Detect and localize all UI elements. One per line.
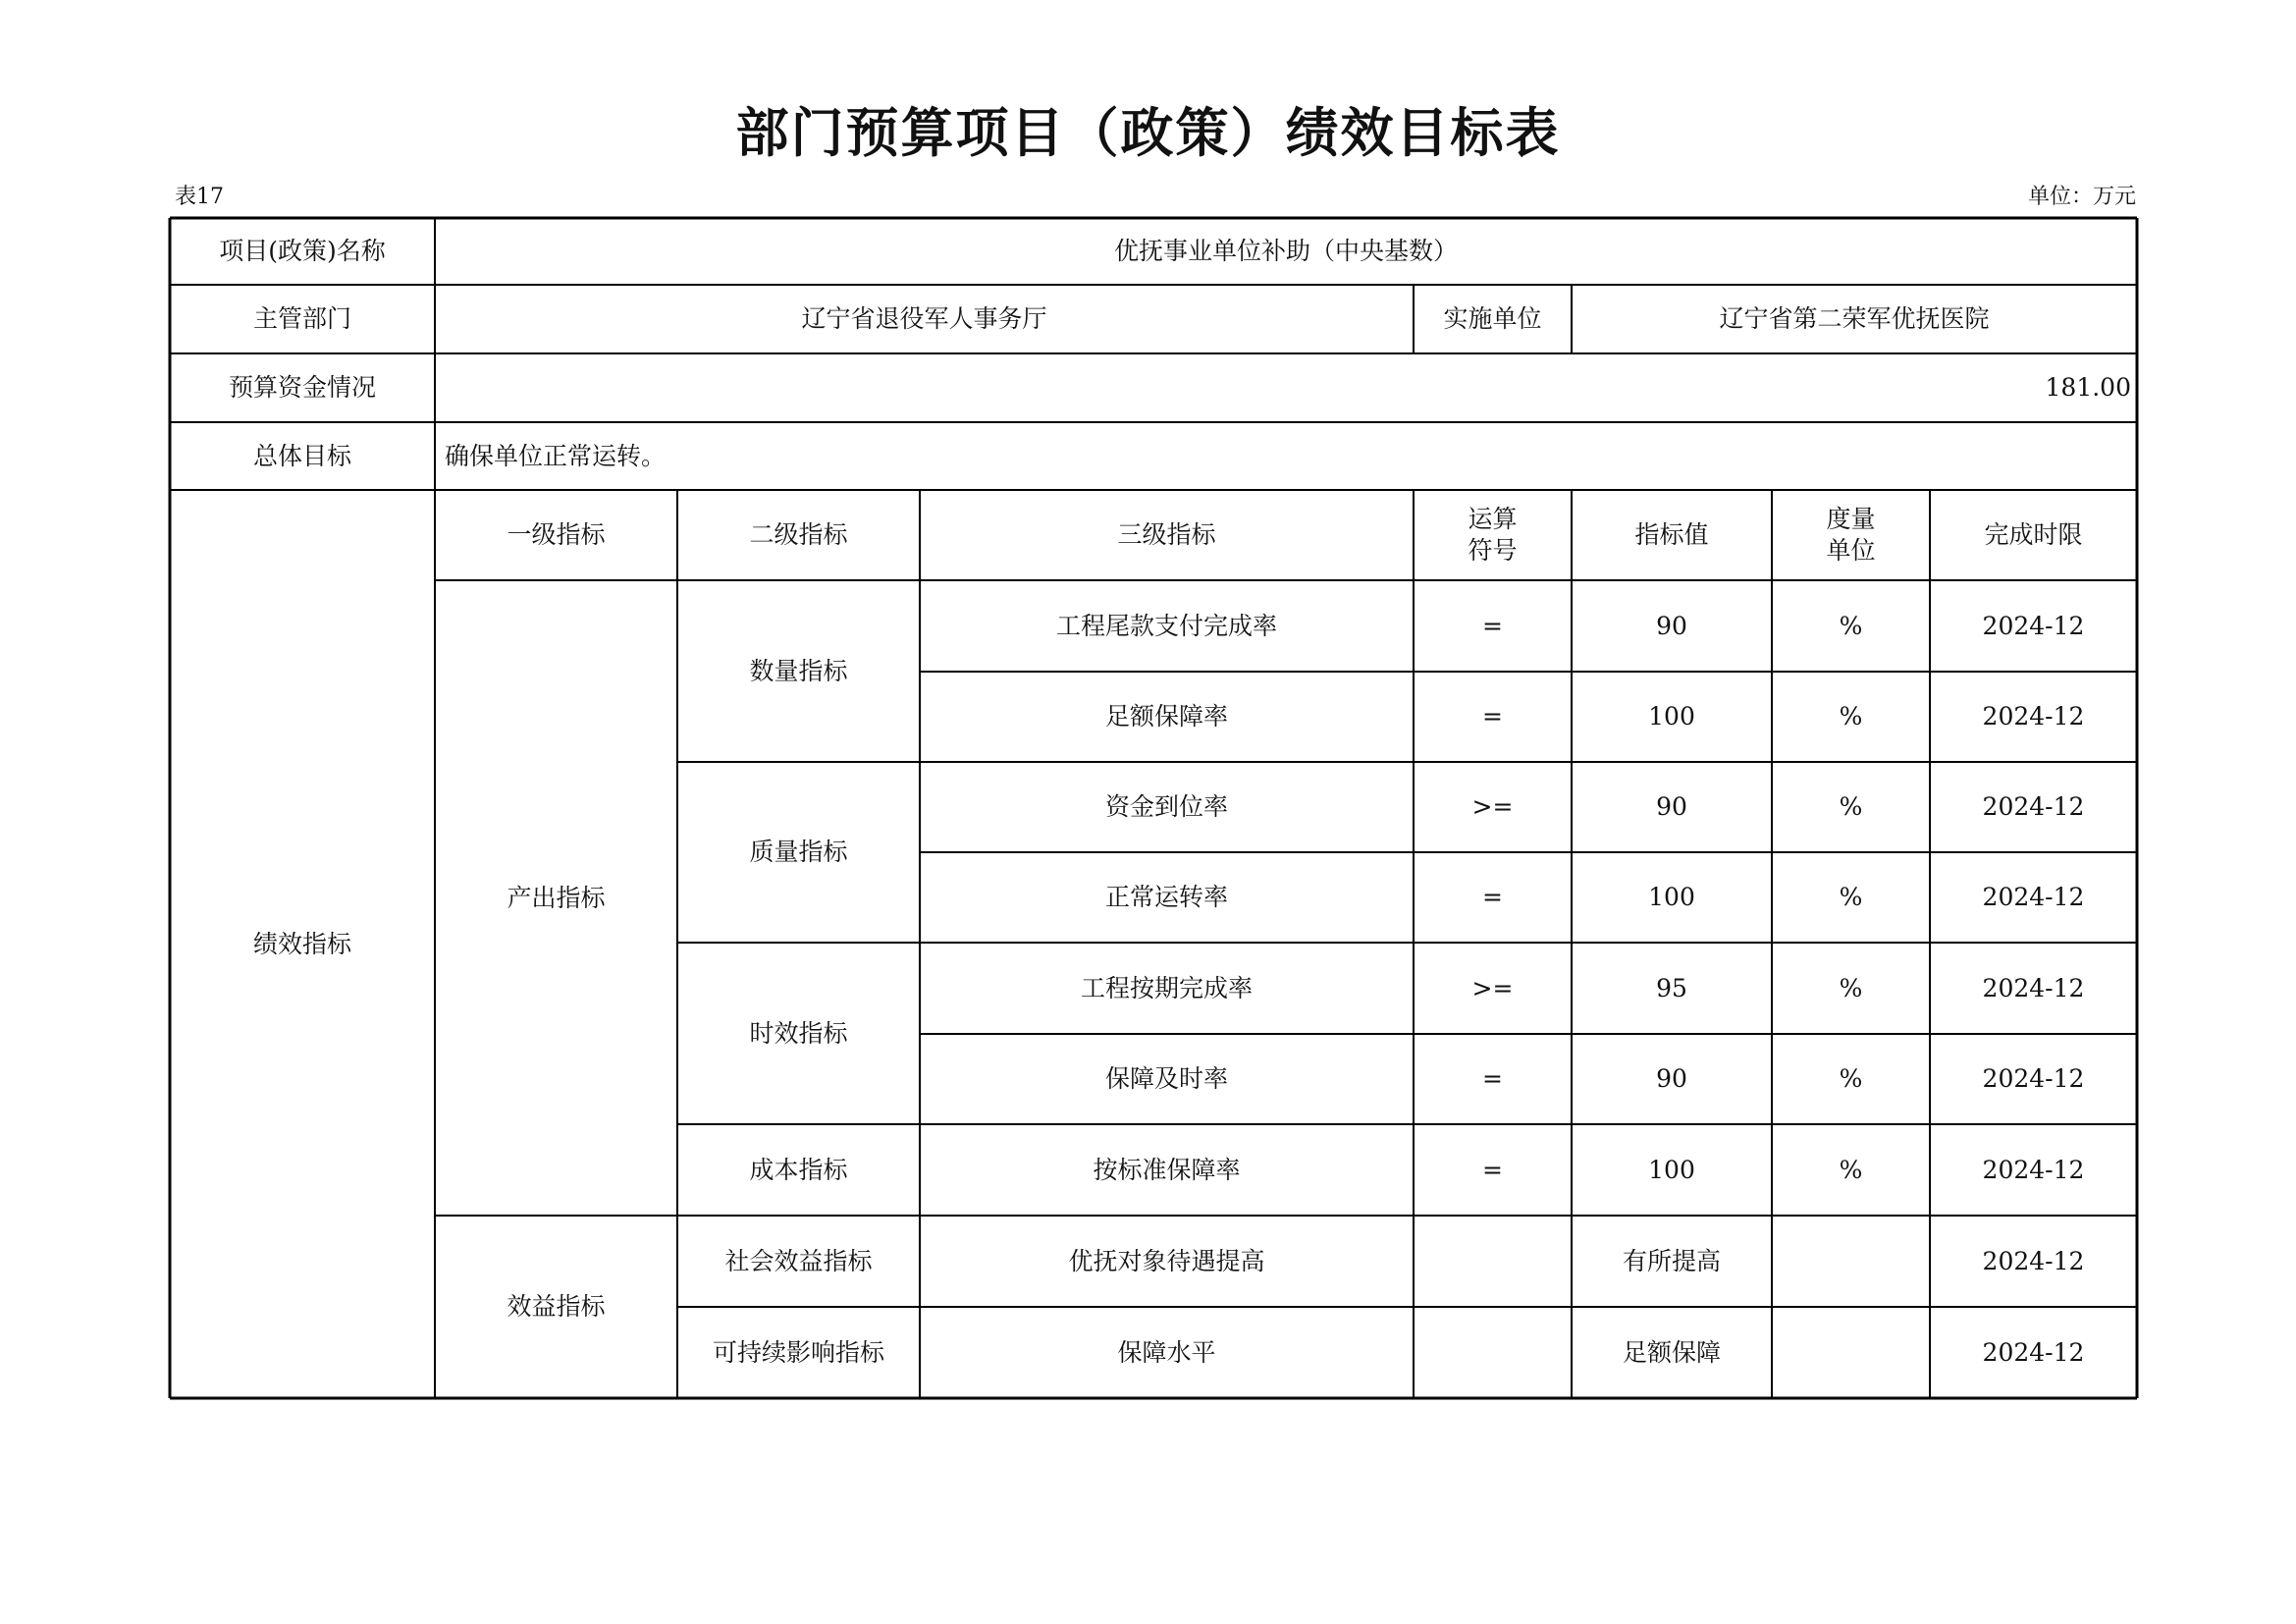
deadline xyxy=(1930,943,2137,1034)
impl-label-text: 实施单位 xyxy=(1443,304,1542,333)
measure-unit xyxy=(1772,580,1930,672)
deadline xyxy=(1930,762,2137,852)
project-name-text: 优抚事业单位补助（中央基数） xyxy=(1113,237,1458,265)
deadline xyxy=(1930,672,2137,762)
level2-indicator xyxy=(677,1124,920,1216)
target-value-text: 90 xyxy=(1656,1064,1687,1093)
level3-indicator-text: 保障及时率 xyxy=(1104,1064,1228,1093)
indicators-section-label-text: 绩效指标 xyxy=(252,929,351,958)
budget-amount-text: 181.00 xyxy=(2045,373,2131,402)
level3-indicator-text: 按标准保障率 xyxy=(1093,1155,1241,1184)
column-header-text: 二级指标 xyxy=(749,520,848,549)
target-value-text: 足额保障 xyxy=(1622,1337,1721,1367)
measure-unit-text: % xyxy=(1839,702,1863,731)
target-value-text: 90 xyxy=(1656,611,1687,640)
impl-name xyxy=(1572,285,2137,353)
target-value xyxy=(1572,1034,1772,1124)
target-value-text: 100 xyxy=(1648,883,1695,911)
impl-name-text: 辽宁省第二荣军优抚医院 xyxy=(1719,304,1990,333)
level3-indicator-text: 工程按期完成率 xyxy=(1080,973,1253,1002)
deadline xyxy=(1930,1034,2137,1124)
measure-unit xyxy=(1772,1124,1930,1216)
target-value-text: 95 xyxy=(1656,973,1687,1002)
column-header-text: 指标值 xyxy=(1634,520,1709,549)
target-value xyxy=(1572,1216,1772,1307)
deadline xyxy=(1930,580,2137,672)
deadline-text: 2024-12 xyxy=(1982,1246,2085,1275)
level3-indicator-text: 资金到位率 xyxy=(1104,792,1228,821)
level2-indicator xyxy=(677,1216,920,1307)
goal-text xyxy=(435,422,2137,490)
level2-indicator xyxy=(677,580,920,762)
operator-text: = xyxy=(1482,611,1503,640)
column-header xyxy=(1572,490,1772,580)
deadline-text: 2024-12 xyxy=(1982,883,2085,911)
target-value xyxy=(1572,580,1772,672)
column-header-text: 完成时限 xyxy=(1984,520,2083,549)
level3-indicator-text: 优抚对象待遇提高 xyxy=(1068,1246,1265,1275)
level3-indicator xyxy=(920,672,1414,762)
level3-indicator-text: 足额保障率 xyxy=(1104,702,1228,731)
column-header-text: 一级指标 xyxy=(507,520,606,549)
column-header xyxy=(920,490,1414,580)
column-header xyxy=(1930,490,2137,580)
measure-unit xyxy=(1772,1216,1930,1307)
deadline xyxy=(1930,1307,2137,1398)
level2-indicator xyxy=(677,1307,920,1398)
measure-unit-text: % xyxy=(1839,883,1863,911)
level2-indicator-text: 社会效益指标 xyxy=(724,1246,873,1275)
project-name-label-text: 项目(政策)名称 xyxy=(219,237,386,265)
level2-indicator xyxy=(677,762,920,943)
project-name-label xyxy=(170,218,435,285)
deadline-text: 2024-12 xyxy=(1982,611,2085,640)
operator xyxy=(1414,762,1572,852)
level3-indicator xyxy=(920,852,1414,943)
deadline xyxy=(1930,1124,2137,1216)
level2-indicator-text: 时效指标 xyxy=(749,1018,848,1048)
unit-label: 单位：万元 xyxy=(2027,185,2136,209)
level2-indicator-text: 可持续影响指标 xyxy=(712,1337,884,1367)
target-value xyxy=(1572,943,1772,1034)
target-value xyxy=(1572,852,1772,943)
target-value-text: 100 xyxy=(1648,702,1695,731)
level2-indicator-text: 质量指标 xyxy=(749,838,848,866)
operator xyxy=(1414,580,1572,672)
budget-label xyxy=(170,353,435,422)
target-value xyxy=(1572,672,1772,762)
deadline-text: 2024-12 xyxy=(1982,1064,2085,1093)
dept-label-text: 主管部门 xyxy=(252,304,351,333)
column-header xyxy=(1772,490,1930,580)
operator xyxy=(1414,1307,1572,1398)
column-header-text: 三级指标 xyxy=(1117,520,1216,549)
measure-unit xyxy=(1772,1034,1930,1124)
deadline-text: 2024-12 xyxy=(1982,1155,2085,1184)
operator xyxy=(1414,943,1572,1034)
measure-unit-text: % xyxy=(1839,1064,1863,1093)
level1-indicator-text: 效益指标 xyxy=(507,1292,606,1321)
deadline-text: 2024-12 xyxy=(1982,973,2085,1002)
column-header xyxy=(677,490,920,580)
deadline-text: 2024-12 xyxy=(1982,792,2085,821)
impl-label xyxy=(1414,285,1572,353)
goal-text-text: 确保单位正常运转。 xyxy=(445,441,667,470)
column-header-text: 度量 单位 xyxy=(1826,505,1876,565)
measure-unit-text: % xyxy=(1839,973,1863,1002)
level1-indicator xyxy=(435,580,677,1216)
level3-indicator-text: 工程尾款支付完成率 xyxy=(1055,611,1277,640)
level3-indicator xyxy=(920,943,1414,1034)
operator xyxy=(1414,1034,1572,1124)
measure-unit xyxy=(1772,672,1930,762)
budget-label-text: 预算资金情况 xyxy=(228,373,376,402)
deadline xyxy=(1930,1216,2137,1307)
measure-unit-text: % xyxy=(1839,611,1863,640)
project-name xyxy=(435,218,2137,285)
level3-indicator xyxy=(920,1307,1414,1398)
level2-indicator-text: 成本指标 xyxy=(749,1155,848,1184)
operator-text: = xyxy=(1482,1155,1503,1184)
operator-text: = xyxy=(1482,883,1503,911)
level3-indicator xyxy=(920,1124,1414,1216)
measure-unit xyxy=(1772,943,1930,1034)
level1-indicator xyxy=(435,1216,677,1398)
dept-name-text: 辽宁省退役军人事务厅 xyxy=(801,304,1047,333)
indicators-section-label xyxy=(170,490,435,1398)
deadline-text: 2024-12 xyxy=(1982,1337,2085,1367)
operator xyxy=(1414,672,1572,762)
operator-text: = xyxy=(1482,1064,1503,1093)
level3-indicator xyxy=(920,1034,1414,1124)
level3-indicator xyxy=(920,1216,1414,1307)
level3-indicator xyxy=(920,580,1414,672)
column-header xyxy=(1414,490,1572,580)
measure-unit xyxy=(1772,852,1930,943)
deadline-text: 2024-12 xyxy=(1982,702,2085,731)
operator-text: >= xyxy=(1471,973,1514,1002)
goal-label xyxy=(170,422,435,490)
target-value-text: 90 xyxy=(1656,792,1687,821)
table-number: 表17 xyxy=(175,185,224,209)
goal-label-text: 总体目标 xyxy=(252,441,351,470)
operator-text: >= xyxy=(1471,792,1514,821)
budget-amount xyxy=(435,353,2137,422)
level2-indicator-text: 数量指标 xyxy=(749,656,848,685)
dept-label xyxy=(170,285,435,353)
measure-unit-text: % xyxy=(1839,1155,1863,1184)
operator xyxy=(1414,1216,1572,1307)
level3-indicator-text: 正常运转率 xyxy=(1104,883,1228,911)
target-value-text: 100 xyxy=(1648,1155,1695,1184)
target-value xyxy=(1572,1307,1772,1398)
operator-text: = xyxy=(1482,702,1503,731)
level2-indicator xyxy=(677,943,920,1124)
level3-indicator xyxy=(920,762,1414,852)
measure-unit xyxy=(1772,1307,1930,1398)
deadline xyxy=(1930,852,2137,943)
operator xyxy=(1414,852,1572,943)
target-value-text: 有所提高 xyxy=(1622,1246,1721,1275)
target-value xyxy=(1572,1124,1772,1216)
operator xyxy=(1414,1124,1572,1216)
column-header-text: 运算 符号 xyxy=(1468,505,1518,565)
target-value xyxy=(1572,762,1772,852)
dept-name xyxy=(435,285,1414,353)
column-header xyxy=(435,490,677,580)
level1-indicator-text: 产出指标 xyxy=(507,883,606,912)
level3-indicator-text: 保障水平 xyxy=(1117,1337,1216,1367)
page-title: 部门预算项目（政策）绩效目标表 xyxy=(735,102,1561,164)
measure-unit-text: % xyxy=(1839,792,1863,821)
measure-unit xyxy=(1772,762,1930,852)
